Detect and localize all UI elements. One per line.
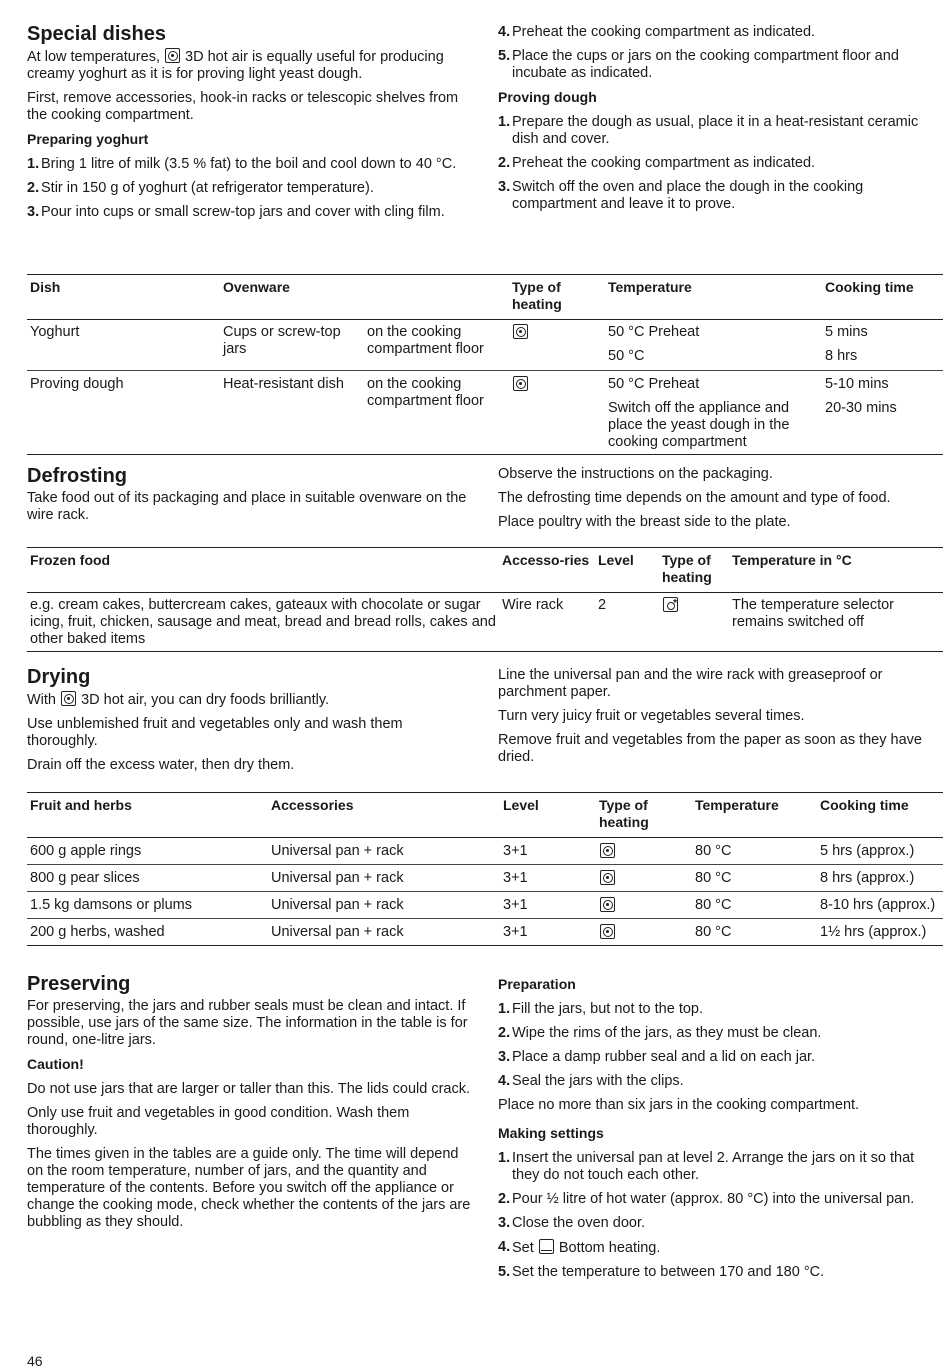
page-number: 46 (27, 1353, 43, 1369)
preserving-title: Preserving (27, 973, 131, 995)
list-item: 2. Stir in 150 g of yoghurt (at refrigerator temperature). (27, 180, 374, 196)
dough-steps (498, 114, 943, 213)
3d-hot-air-icon (61, 691, 76, 706)
list-item: 4. Set Bottom heating. (498, 1239, 661, 1256)
defrosting-section: Defrosting Take food out of its packaging and place in suitable ovenware on the wire rack. Observe the instructions on the packaging. The defrosting time depends on the amount and type of food. Place poultry with the breast side to the plate. (27, 465, 891, 530)
table-row: 800 g pear slices Universal pan + rack 3+1 80 °C 8 hrs (approx.) (27, 865, 943, 892)
special-table-wrap (27, 274, 943, 455)
list-item: 2. Pour ½ litre of hot water (approx. 80 °C) into the universal pan. (498, 1191, 915, 1207)
dough-heading: Proving dough (498, 89, 597, 105)
prep-steps (498, 1001, 943, 1090)
special-dishes-table (27, 274, 943, 455)
table-header-row: Fruit and herbs Accessories Level Type of heating Temperature Cooking time (27, 793, 943, 838)
3d-hot-air-icon (513, 324, 528, 339)
list-item: 2. Wipe the rims of the jars, as they must be clean. (498, 1025, 822, 1041)
special-dishes-title: Special dishes (27, 23, 166, 45)
defrost-icon (663, 597, 678, 612)
defrosting-title: Defrosting (27, 465, 127, 487)
drying-section: Drying With 3D hot air, you can dry foods brilliantly. Use unblemished fruit and vegetables only and wash them thoroughly. Drain off the excess water, then dry them. Line the universal pan and the wire rack with greaseproof or parchment paper. Turn very juicy fruit or vegetables several times. Remove fruit and vegetables from the paper as soon as they have dried. (27, 666, 922, 773)
col-ovenware: Ovenware (223, 279, 290, 295)
table-row: 1.5 kg damsons or plums Universal pan + rack 3+1 80 °C 8-10 hrs (approx.) (27, 892, 943, 919)
list-item: 1. Prepare the dough as usual, place it in a heat-resistant ceramic dish and cover. (498, 114, 919, 147)
3d-hot-air-icon (600, 924, 615, 939)
yoghurt-steps-cont (498, 24, 943, 82)
special-p2: First, remove accessories, hook-in racks or telescopic shelves from the cooking compartment. (27, 90, 459, 123)
3d-hot-air-icon (513, 376, 528, 391)
preparation-heading: Preparation (498, 976, 576, 992)
3d-hot-air-icon (600, 897, 615, 912)
list-item: 4. Seal the jars with the clips. (498, 1073, 684, 1089)
list-item: 5. Set the temperature to between 170 and 180 °C. (498, 1264, 825, 1280)
col-dish: Dish (30, 279, 61, 295)
drying-table-wrap (27, 792, 943, 946)
list-item: 1. Bring 1 litre of milk (3.5 % fat) to the boil and cool down to 40 °C. (27, 156, 457, 172)
table-row: Switch off the appliance and place the yeast dough in the cooking compartment 20-30 mins (27, 395, 943, 455)
drying-table (27, 792, 943, 946)
list-item: 3. Pour into cups or small screw-top jars and cover with cling film. (27, 204, 445, 220)
table-header-row (27, 275, 943, 320)
table-row: Yoghurt Cups or screw-top jars on the cooking compartment floor 50 °C Preheat 5 mins (30, 324, 868, 357)
defrost-table (27, 547, 943, 652)
list-item: 3. Switch off the oven and place the dough in the cooking compartment and leave it to prove. (498, 179, 864, 212)
table-row: Proving dough Heat-resistant dish on the cooking compartment floor 50 °C Preheat 5-10 mins (30, 376, 889, 409)
list-item: 5. Place the cups or jars on the cooking compartment floor and incubate as indicated. (498, 48, 899, 81)
preserving-section: Preserving For preserving, the jars and rubber seals must be clean and intact. If possible, use jars of the same size. The information in the table is for round, one-litre jars. Caution! Do not use jars that are larger or taller than this. The lids could crack. Only use fruit and vegetables in good condition. Wash them thoroughly. The times given in the tables are a guide only. The time will depend on the room temperature, number of jars, and the quantity and temperature of the contents. Before you switch off the appliance or change the cooking mode, check whether the contents of the jars are bubbling as they should. Preparation 1. Fill the jars, but not to the top. 2. Wipe the rims of the jars, as they must be clean. 3. Place a damp rubber seal and a lid on each jar. 4. Seal the jars with the clips. Place no more than six jars in the cooking compartment. Making settings 1. Insert the universal pan at level 2. Arrange the jars on it so that they do not touch each other. 2. Pour ½ litre of hot water (approx. 80 °C) into the universal pan. 3. Close the oven door. 4. Set Bottom heating. 5. Set the temperature to between 170 and 180 °C. (27, 972, 943, 1288)
table-row: 600 g apple rings Universal pan + rack 3+1 80 °C 5 hrs (approx.) (27, 838, 943, 865)
list-item: 1. Insert the universal pan at level 2. Arrange the jars on it so that they do not touch each other. (498, 1150, 915, 1183)
list-item: 2. Preheat the cooking compartment as indicated. (498, 155, 816, 171)
defrost-table-wrap (27, 547, 943, 652)
3d-hot-air-icon (165, 48, 180, 63)
table-row: 50 °C 8 hrs (27, 343, 943, 371)
settings-heading: Making settings (498, 1125, 604, 1141)
caution-heading: Caution! (27, 1056, 84, 1072)
col-heating: Type of heating (512, 279, 562, 312)
settings-steps (498, 1150, 943, 1281)
special-dishes-section (27, 22, 943, 228)
list-item: 4. Preheat the cooking compartment as indicated. (498, 24, 816, 40)
table-row: 200 g herbs, washed Universal pan + rack 3+1 80 °C 1½ hrs (approx.) (27, 919, 943, 946)
special-intro: At low temperatures, 3D hot air is equally useful for producing creamy yoghurt as it is for proving light yeast dough. (27, 49, 444, 82)
3d-hot-air-icon (600, 843, 615, 858)
yoghurt-heading: Preparing yoghurt (27, 131, 149, 147)
table-row: e.g. cream cakes, buttercream cakes, gateaux with chocolate or sugar icing, fruit, chicken, sausage and meat, bread and bread rolls, cakes and other baked items Wire rack 2 * The temperature selector remains switched off (27, 593, 943, 652)
drying-title: Drying (27, 666, 91, 688)
col-temperature: Temperature (608, 279, 692, 295)
col-time: Cooking time (825, 279, 914, 295)
table-header-row: Frozen food Accesso-ries Level Type of heating Temperature in °C (27, 548, 943, 593)
list-item: 3. Close the oven door. (498, 1215, 646, 1231)
yoghurt-steps (27, 156, 472, 221)
bottom-heating-icon (539, 1239, 554, 1254)
list-item: 3. Place a damp rubber seal and a lid on each jar. (498, 1049, 816, 1065)
3d-hot-air-icon (600, 870, 615, 885)
list-item: 1. Fill the jars, but not to the top. (498, 1001, 704, 1017)
